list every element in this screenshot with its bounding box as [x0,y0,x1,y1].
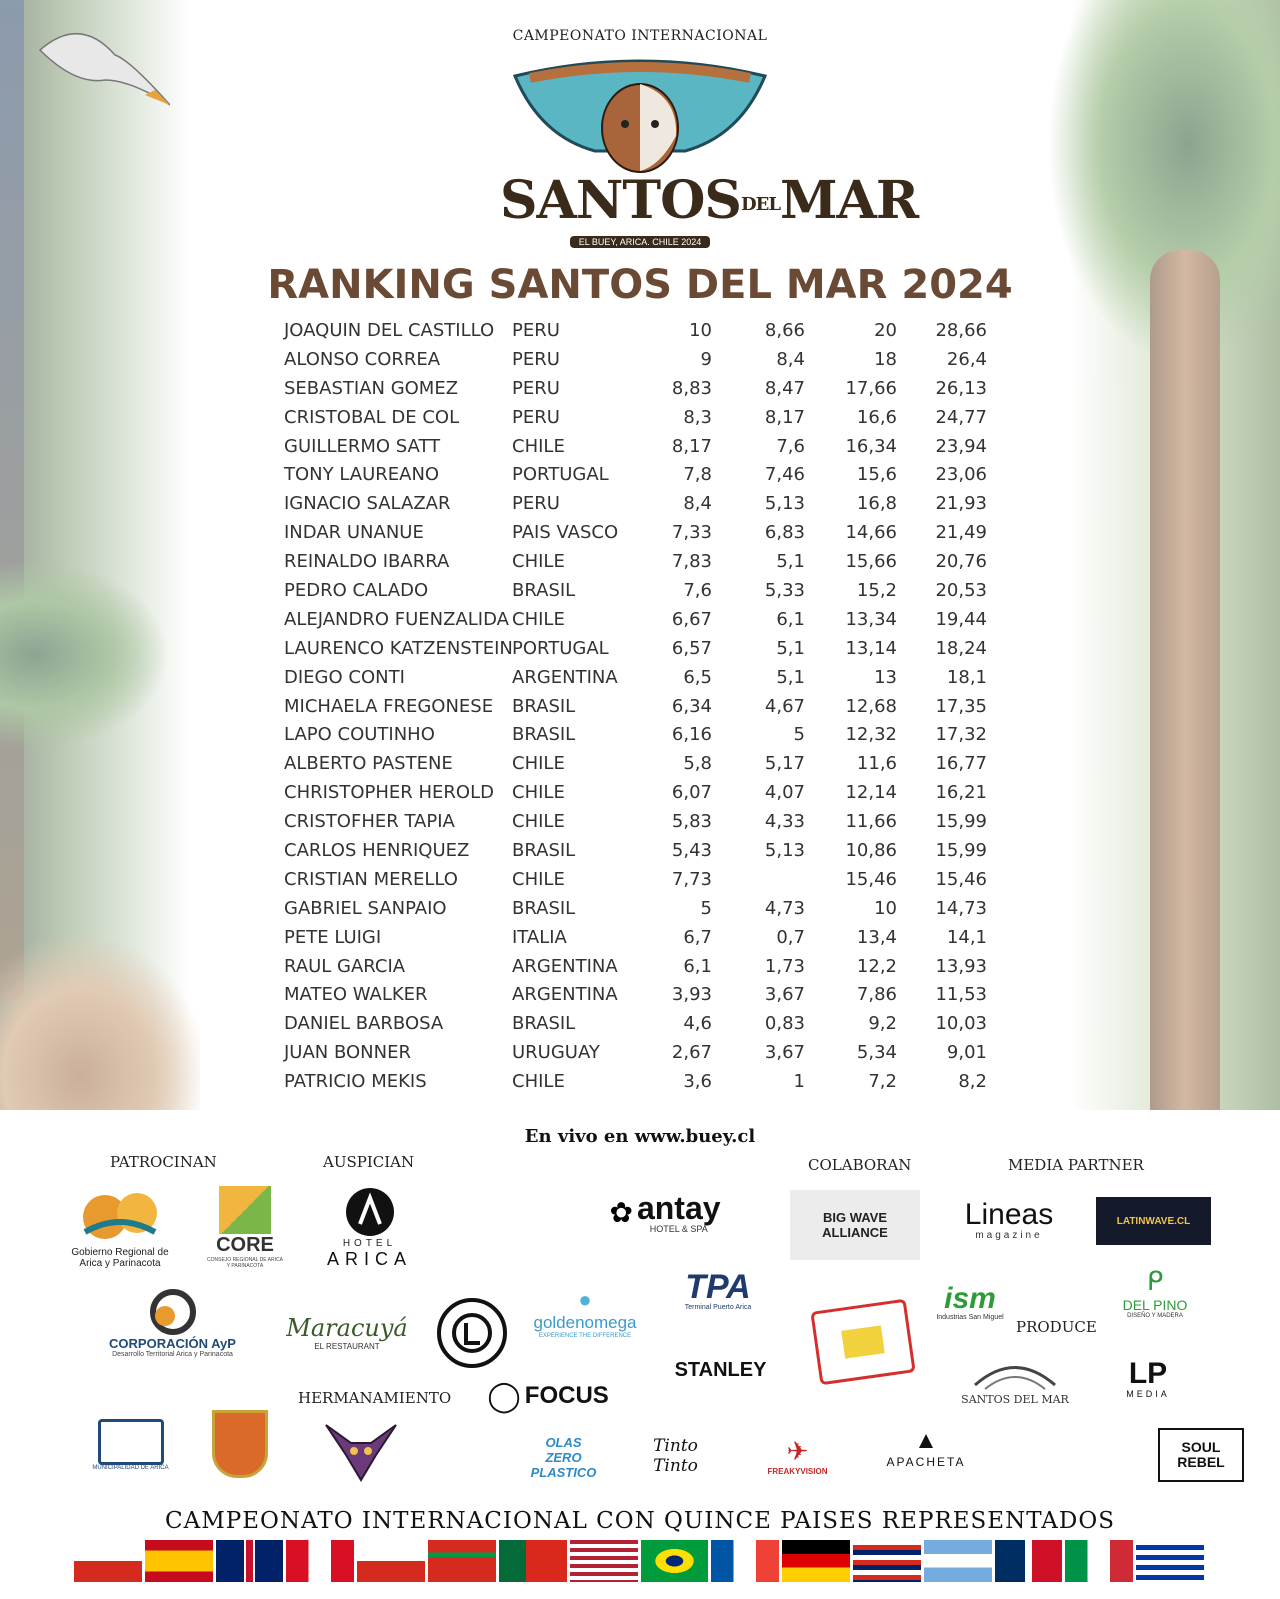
drone-icon: ✈ [786,1435,809,1466]
competitor-country: BRASIL [512,1013,576,1035]
table-row [282,576,997,605]
competitor-name: CARLOS HENRIQUEZ [284,840,470,862]
country-flags [74,1540,1204,1584]
table-row [282,547,997,576]
competitor-name: ALONSO CORREA [284,348,441,370]
score-wave-1: 8,4 [683,493,712,515]
competitor-country: PERU [512,493,560,515]
competitor-name: CHRISTOPHER HEROLD [284,782,494,804]
flag-uruguay-icon [1136,1540,1204,1582]
table-row [282,692,997,721]
hotel-arica-logo: HOTEL ARICA [312,1180,427,1275]
score-wave-2: 0,83 [764,1013,805,1035]
score-wave-1: 7,6 [683,580,712,602]
live-link-text[interactable]: En vivo en www.buey.cl [524,1126,756,1147]
score-wave-2: 5,1 [776,551,805,573]
score-wave-1: 7,83 [671,551,712,573]
score-wave-2: 4,33 [764,811,805,833]
lalo-mark-icon [436,1297,508,1369]
score-subtotal: 11,66 [845,811,897,833]
big-wave-alliance-logo: BIG WAVE ALLIANCE [790,1190,920,1260]
score-subtotal: 16,6 [856,406,897,428]
table-row [282,663,997,692]
score-wave-1: 8,3 [683,406,712,428]
competitor-name: DANIEL BARBOSA [284,1013,444,1035]
lp-media-logo: LP MEDIA [1126,1357,1170,1399]
competitor-country: CHILE [512,435,565,457]
section-colaboran: COLABORAN [808,1156,912,1174]
flag-italy-icon [1065,1540,1133,1582]
section-hermanamiento: HERMANAMIENTO [298,1389,452,1407]
score-wave-1: 6,07 [671,782,712,804]
score-subtotal: 14,66 [845,522,897,544]
competitor-country: PERU [512,406,560,428]
ranking-table [282,316,997,1096]
lineas-logo: Lineas magazine [964,1197,1054,1241]
freakyvision-logo: ✈ FREAKYVISION [767,1435,828,1476]
flag-portugal-icon [499,1540,567,1582]
score-total: 15,99 [935,811,987,833]
table-row [282,952,997,981]
table-row [282,923,997,952]
score-wave-1: 6,1 [683,955,712,977]
table-row [282,836,997,865]
table-row [282,374,997,403]
score-wave-2: 6,83 [764,522,805,544]
score-subtotal: 16,8 [856,493,897,515]
score-wave-2: 3,67 [764,984,805,1006]
score-subtotal: 16,34 [845,435,897,457]
flag-peru-icon [286,1540,354,1582]
left-rock-art [0,940,200,1110]
competitor-name: PATRICIO MEKIS [284,1071,427,1093]
score-total: 16,77 [935,753,987,775]
competitor-name: GABRIEL SANPAIO [284,897,447,919]
table-row [282,1038,997,1067]
competitor-name: MICHAELA FREGONESE [284,695,494,717]
competitor-country: BRASIL [512,695,576,717]
competitor-country: CHILE [512,868,565,890]
competitor-name: LAPO COUTINHO [284,724,435,746]
score-total: 18,1 [946,666,987,688]
competitor-country: URUGUAY [512,1042,600,1064]
competitor-country: ARGENTINA [512,984,618,1006]
score-wave-2: 5,13 [764,840,805,862]
competitor-country: ARGENTINA [512,955,618,977]
score-subtotal: 15,66 [845,551,897,573]
score-total: 23,94 [935,435,987,457]
score-subtotal: 13 [874,666,897,688]
competitor-name: ALEJANDRO FUENZALIDA [284,608,509,630]
score-subtotal: 17,66 [845,377,897,399]
competitor-name: CRISTOFHER TAPIA [284,811,455,833]
score-total: 11,53 [935,984,987,1006]
score-total: 14,73 [935,897,987,919]
competitor-country: BRASIL [512,897,576,919]
focus-logo: ◯ FOCUS [487,1379,609,1413]
section-auspician: AUSPICIAN [323,1153,415,1171]
score-subtotal: 10 [874,897,897,919]
gore-mark-icon [75,1187,165,1247]
score-subtotal: 15,6 [856,464,897,486]
score-wave-1: 5,43 [671,840,712,862]
logo-brand: SANTOSDELMAR [500,170,919,231]
score-wave-2: 5,13 [764,493,805,515]
competitor-country: PAIS VASCO [512,522,619,544]
table-row [282,518,997,547]
stanley-logo: STANLEY [674,1358,767,1381]
competitor-country: PERU [512,320,560,341]
score-total: 21,93 [935,493,987,515]
competitor-name: DIEGO CONTI [284,666,405,688]
score-total: 9,01 [946,1042,987,1064]
footer-title: CAMPEONATO INTERNACIONAL CON QUINCE PAISES REPRESENTADOS [165,1508,1115,1534]
score-subtotal: 7,86 [856,984,897,1006]
section-produce: PRODUCE [1016,1318,1097,1336]
competitor-name: MATEO WALKER [284,984,428,1006]
logo-arc-text: CAMPEONATO INTERNACIONAL [512,28,768,44]
competitor-name: JUAN BONNER [284,1042,411,1064]
hotel-arica-mark-icon [344,1186,396,1238]
maracuya-logo: Maracuyá EL RESTAURANT [286,1314,408,1351]
santos-produce-logo: SANTOS DEL MAR [960,1345,1070,1415]
table-row [282,865,997,894]
score-subtotal: 13,4 [856,926,897,948]
score-subtotal: 5,34 [856,1042,897,1064]
core-mark-icon [219,1186,271,1234]
competitor-name: JOAQUIN DEL CASTILLO [284,320,495,341]
olas-zero-logo: OLAS ZERO PLASTICO [530,1435,597,1480]
score-wave-2: 8,4 [776,348,805,370]
table-row [282,749,997,778]
score-subtotal: 7,2 [868,1071,897,1093]
santos-wave-icon [970,1355,1060,1393]
score-wave-1: 8,83 [671,377,712,399]
hermanamiento-logo [316,1412,406,1487]
score-wave-1: 4,6 [683,1013,712,1035]
goldenomega-logo: ● goldenomega EXPERIENCE THE DIFFERENCE [533,1286,637,1339]
score-subtotal: 12,68 [845,695,897,717]
flag-dominican-icon [995,1540,1063,1582]
score-total: 10,03 [935,1013,987,1035]
flag-argentina-icon [924,1540,992,1582]
score-wave-2: 7,6 [776,435,805,457]
score-wave-2: 6,1 [776,608,805,630]
page-title: RANKING SANTOS DEL MAR 2024 [267,262,1013,308]
competitor-name: SEBASTIAN GOMEZ [284,377,459,399]
score-wave-1: 10 [689,320,712,341]
table-row [282,432,997,461]
table-row [282,345,997,374]
section-patrocinan: PATROCINAN [110,1153,217,1171]
score-wave-2: 8,17 [764,406,805,428]
table-row [282,460,997,489]
competitor-name: TONY LAUREANO [284,464,440,486]
score-total: 21,49 [935,522,987,544]
score-wave-1: 6,34 [671,695,712,717]
del-pino-logo: ᑭ DEL PINO DISEÑO Y MADERA [1122,1265,1188,1319]
score-subtotal: 13,34 [845,608,897,630]
flag-chile-icon [74,1540,142,1582]
score-subtotal: 15,46 [845,868,897,890]
score-total: 19,44 [935,608,987,630]
score-subtotal: 9,2 [868,1013,897,1035]
score-wave-1: 6,16 [671,724,712,746]
table-row [282,403,997,432]
corporacion-mark-icon [143,1288,203,1336]
table-row [282,807,997,836]
flag-france-icon [711,1540,779,1582]
score-total: 18,24 [935,637,987,659]
score-total: 15,46 [935,868,987,890]
municipalidad-shield-icon [98,1419,164,1465]
competitor-country: PORTUGAL [512,637,609,659]
sensor-mark-icon [841,1325,885,1358]
tinto-tinto-logo: Tinto Tinto [653,1436,698,1476]
apacheta-logo: ▲ APACHETA [886,1426,966,1469]
score-subtotal: 10,86 [845,840,897,862]
score-total: 24,77 [935,406,987,428]
table-row [282,720,997,749]
score-total: 16,21 [935,782,987,804]
competitor-country: PERU [512,348,560,370]
ism-logo: ism Industrias San Miguel [936,1282,1004,1321]
competitor-name: CRISTOBAL DE COL [284,406,460,428]
score-wave-2: 4,07 [764,782,805,804]
table-row [282,1009,997,1038]
competitor-country: PORTUGAL [512,464,609,486]
score-total: 26,4 [946,348,987,370]
bull-wave-icon [510,56,770,176]
flag-usa-icon [570,1540,638,1582]
left-trunk-art [0,0,24,1000]
logo-tagline: EL BUEY, ARICA. CHILE 2024 [570,236,710,248]
score-wave-2: 4,73 [764,897,805,919]
seagull-icon [20,10,170,110]
competitor-country: ARGENTINA [512,666,618,688]
crest-shield-icon [212,1410,268,1478]
score-total: 14,1 [946,926,987,948]
score-wave-1: 5 [700,897,712,919]
event-logo [500,20,919,250]
right-palm-art [1070,0,1280,1110]
left-jungle-art [0,0,190,1110]
competitor-country: CHILE [512,811,565,833]
score-wave-2: 5,33 [764,580,805,602]
crest-logo [210,1405,270,1483]
competitor-name: GUILLERMO SATT [284,435,441,457]
score-wave-1: 7,8 [683,464,712,486]
score-wave-2: 1,73 [764,955,805,977]
sensor-sponsor-logo [810,1299,915,1386]
score-total: 20,76 [935,551,987,573]
score-total: 17,32 [935,724,987,746]
score-subtotal: 20 [874,320,897,341]
score-subtotal: 12,32 [845,724,897,746]
core-logo: CORE CONSEJO REGIONAL DE ARICA Y PARINACOTA [205,1180,285,1275]
score-wave-1: 8,17 [671,435,712,457]
competitor-name: PETE LUIGI [284,926,382,948]
score-wave-2: 1 [793,1071,805,1093]
score-total: 13,93 [935,955,987,977]
competitor-country: ITALIA [512,926,567,948]
right-palm-trunk-art [1150,250,1220,1110]
score-subtotal: 11,6 [856,753,897,775]
section-media-partner: MEDIA PARTNER [1008,1156,1144,1174]
score-subtotal: 12,14 [845,782,897,804]
apacheta-peak-icon: ▲ [914,1426,938,1454]
competitor-name: INDAR UNANUE [284,522,424,544]
score-wave-2: 5,17 [764,753,805,775]
table-row [282,1067,997,1096]
score-wave-2: 7,46 [764,464,805,486]
competitor-country: CHILE [512,608,565,630]
bull-skull-icon [321,1415,401,1485]
score-total: 8,2 [958,1071,987,1093]
flag-basque-icon [428,1540,496,1582]
del-pino-mark-icon: ᑭ [1146,1265,1164,1296]
score-wave-1: 7,33 [671,522,712,544]
flag-hawaii-icon [853,1540,921,1582]
score-wave-2: 8,47 [764,377,805,399]
score-total: 28,66 [935,320,987,341]
score-wave-1: 2,67 [671,1042,712,1064]
competitor-name: PEDRO CALADO [284,580,429,602]
score-wave-1: 5,8 [683,753,712,775]
score-total: 20,53 [935,580,987,602]
score-wave-1: 5,83 [671,811,712,833]
score-wave-2: 5 [793,724,805,746]
score-wave-2: 8,66 [764,320,805,341]
table-row [282,489,997,518]
score-total: 17,35 [935,695,987,717]
competitor-country: BRASIL [512,580,576,602]
table-row [282,605,997,634]
score-wave-1: 3,93 [671,984,712,1006]
municipalidad-logo: MUNICIPALIDAD DE ARICA [88,1412,173,1477]
focus-circle-icon: ◯ [487,1379,521,1413]
corporacion-logo: CORPORACIÓN AyP Desarrollo Territorial Arica y Parinacota [90,1280,255,1365]
competitor-country: CHILE [512,753,565,775]
flag-brazil-icon [641,1540,709,1582]
table-row [282,980,997,1009]
soul-rebel-logo: SOUL REBEL [1158,1428,1244,1482]
competitor-name: IGNACIO SALAZAR [284,493,451,515]
antay-logo: ✿ antay HOTEL & SPA [609,1189,721,1234]
score-subtotal: 12,2 [856,955,897,977]
competitor-name: ALBERTO PASTENE [284,753,453,775]
table-row [282,778,997,807]
score-subtotal: 13,14 [845,637,897,659]
table-row [282,894,997,923]
latinwave-logo: LATINWAVE.CL [1096,1197,1211,1245]
flag-cantabria-icon [357,1540,425,1582]
location-pin-icon: ● [578,1286,592,1312]
flag-germany-icon [782,1540,850,1582]
score-wave-2: 0,7 [776,926,805,948]
flag-spain-icon [145,1540,213,1582]
competitor-name: RAUL GARCIA [284,955,406,977]
gore-logo: Gobierno Regional de Arica y Parinacota [60,1180,180,1275]
competitor-country: CHILE [512,551,565,573]
score-wave-1: 6,57 [671,637,712,659]
antay-flower-icon: ✿ [609,1197,633,1228]
score-total: 26,13 [935,377,987,399]
score-wave-2: 5,1 [776,666,805,688]
score-wave-1: 6,5 [683,666,712,688]
competitor-name: CRISTIAN MERELLO [284,868,458,890]
score-wave-2: 3,67 [764,1042,805,1064]
tpa-logo: TPA Terminal Puerto Arica [684,1267,752,1311]
score-subtotal: 18 [874,348,897,370]
competitor-name: LAURENCO KATZENSTEIN [284,637,513,659]
left-leaves-art [0,560,170,750]
lalo-surf-logo [434,1295,509,1370]
score-wave-1: 9 [700,348,712,370]
score-wave-1: 3,6 [683,1071,712,1093]
table-row [282,634,997,663]
competitor-country: CHILE [512,1071,565,1093]
score-total: 23,06 [935,464,987,486]
score-wave-1: 7,73 [671,868,712,890]
score-wave-2: 4,67 [764,695,805,717]
competitor-country: BRASIL [512,724,576,746]
competitor-country: CHILE [512,782,565,804]
score-wave-2: 5,1 [776,637,805,659]
flag-uk-icon [216,1540,284,1582]
competitor-country: PERU [512,377,560,399]
score-subtotal: 15,2 [856,580,897,602]
score-wave-1: 6,7 [683,926,712,948]
table-row [282,316,997,345]
score-wave-1: 6,67 [671,608,712,630]
competitor-country: BRASIL [512,840,576,862]
score-total: 15,99 [935,840,987,862]
competitor-name: REINALDO IBARRA [284,551,450,573]
